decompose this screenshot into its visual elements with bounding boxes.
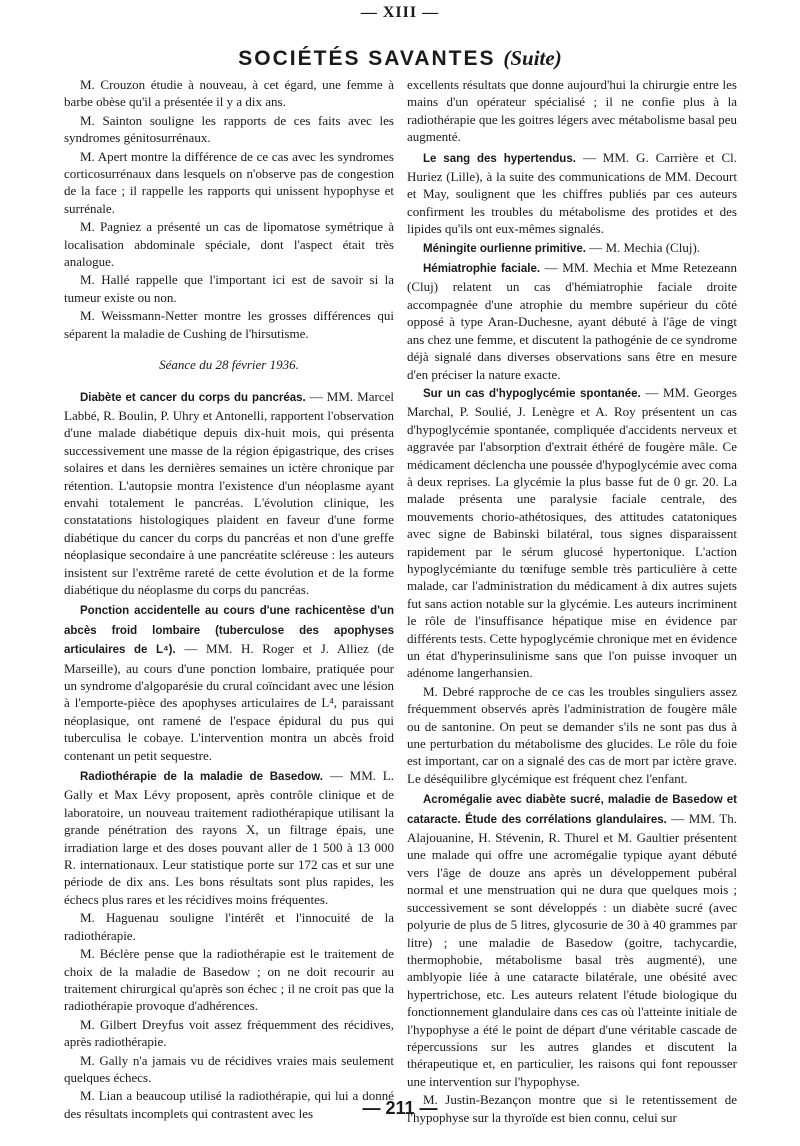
- article-heading: Acromégalie avec diabète sucré, maladie de Basedow et cataracte. Étude des corrélations glandulaires.: [407, 794, 737, 826]
- article-body: — MM. Marcel Labbé, R. Boulin, P. Uhry et Antonelli, rapportent l'observation d'une malade diabétique depuis dix-huit mois, qui présenta successivement une masse de la région épigastrique, des crises solaires et dans les dernières semaines un ictère chronique par rétention. L'autopsie montra l'existence d'un néoplasme ayant envahi totalement le pancréas. L'évolution clinique, les constatations histologiques plaident en faveur d'une forme diabétique du cancer du corps du pancréas et non d'une greffe néoplasique secondaire à une pancréatite scléreuse : les auteurs insistent sur l'extrême rareté de cette évolution et de la forme diabétique du néoplasme du corps du pancréas.: [64, 388, 394, 597]
- paragraph-halle: M. Hallé rappelle que l'important ici est de savoir si la tumeur existe ou non.: [64, 272, 394, 305]
- article-acromegalie: [407, 790, 737, 1090]
- paragraph-debre: M. Debré rapproche de ce cas les troubles singuliers assez fréquemment observés après l'administration de fougère mâle ou de santonine. On peut se demander s'ils ne sont pas dus à une perturbation du métabolisme des glucides. Le rôle du foie est important, car on a signalé des cas de mort par ictère grave. Le déséquilibre glycémique est fréquent chez l'enfant.: [407, 683, 737, 786]
- article-heading: Le sang des hypertendus.: [423, 152, 576, 165]
- section-title-text: SOCIÉTÉS SAVANTES: [238, 47, 496, 70]
- article-hypoglycemie: [407, 384, 737, 682]
- paragraph-lian: M. Lian a beaucoup utilisé la radiothérapie, qui lui a donné des résultats incomplets qui contrastent avec les: [64, 1088, 394, 1121]
- paragraph-pagniez: M. Pagniez a présenté un cas de lipomatose symétrique à localisation abdominale spéciale, dont l'aspect était très analogue.: [64, 219, 394, 270]
- article-sang-hypertendus: [407, 149, 737, 238]
- section-title-suite: (Suite): [503, 46, 562, 70]
- article-body: — M. Mechia (Cluj).: [585, 239, 701, 255]
- article-heading: Méningite ourlienne primitive.: [423, 242, 586, 255]
- article-heading: Radiothérapie de la maladie de Basedow.: [80, 771, 323, 784]
- paragraph-haguenau: M. Haguenau souligne l'intérêt et l'innocuité de la radiothérapie.: [64, 910, 394, 943]
- page-number: — 211 —: [362, 1098, 438, 1118]
- article-body: — MM. L. Gally et Max Lévy proposent, après contrôle clinique et de laboratoire, un nouveau traitement radiothérapique utilisant la grande pénétration des rayons X, un filtrage épais, une irradiation large et des doses pouvant aller de 1 500 à 13 000 R. internationaux. Leur statistique porte sur 172 cas et sur une période de dix ans. Les bons résultats sont plus rapides, les échecs plus rares et les récidives moins fréquentes.: [64, 768, 395, 907]
- paragraph-crouzon: M. Crouzon étudie à nouveau, à cet égard, une femme à barbe obèse qu'il a présentée il y a dix ans.: [64, 77, 394, 110]
- article-heading: Sur un cas d'hypoglycémie spontanée.: [423, 387, 641, 400]
- article-radiotherapie: [64, 767, 394, 908]
- article-body: — MM. G. Carrière et Cl. Huriez (Lille), à la suite des communications de MM. Decourt et May, soulignent que les chiffres publiés par ces auteurs confirment les troubles du métabolisme des protides et des lipides qu'ils ont eux-mêmes signalés.: [407, 149, 737, 237]
- paragraph-gally: M. Gally n'a jamais vu de récidives vraies mais seulement quelques échecs.: [64, 1052, 394, 1085]
- article-body: — MM. Georges Marchal, P. Soulié, J. Lenègre et A. Roy présentent un cas d'hypoglycémie spontanée, compliquée d'accidents nerveux et aggravée par l'absorption d'extrait éthéré de fougère mâle. Ce médicament déclencha une poussée d'hypoglycémie avec coma à deux reprises. La glycémie la plus basse fut de 0 gr. 20. La malade présenta une paralysie faciale centrale, des mouvements chorio-athétosiques, des attitudes catatoniques avec signe de Babinski bilatéral, tous signes disparaissent rapidement par le sérum glucosé hypertonique. L'action hypoglycémiante du tœnifuge semble très particulière à cette malade, car l'administration du médicament à dix autres sujets fut sans action notable sur la glycémie. Les auteurs incriminent le rôle de l'insuffisance hépatique mise en évidence par différents tests. Cette hypoglycémie chronique met en évidence un état d'hyperinsulinisme sans que l'on puisse invoquer un adénome langerhansien.: [407, 384, 737, 681]
- session-date: Séance du 28 février 1936.: [159, 357, 299, 373]
- left-column: [64, 76, 394, 1123]
- article-body: — MM. H. Roger et J. Alliez (de Marseille), au cours d'une ponction lombaire, pratiquée pour un syndrome d'algoparésie du crural coïncidant avec une lésion à l'emporte-pièce des apophyses articulaires de L⁴, paraissant néoplasique, ont ramené de l'espace épidural du pus qui tuberculisa le cobaye. L'intervention montra un abcès froid contenant un petit sequestre.: [64, 641, 394, 763]
- paragraph-continuation: excellents résultats que donne aujourd'hui la chirurgie entre les mains d'un opérateur spécialisé ; il ne confie plus à la radiothérapie que les goitres légers avec métabolisme basal peu augmenté.: [407, 77, 737, 145]
- article-ponction: [64, 601, 394, 764]
- article-hemiatrophie: [407, 259, 737, 383]
- roman-folio: — XIII —: [360, 4, 440, 21]
- article-heading: Diabète et cancer du corps du pancréas.: [80, 391, 306, 404]
- article-body: — MM. Mechia et Mme Retezeann (Cluj) relatent un cas d'hémiatrophie faciale droite accompagnée d'une atrophie du membre supérieur du côté opposé à type Aran-Duchesne, ayant débuté à l'âge de vingt ans chez une femme, et discutent la pathogénie de ce syndrome déjà signalé dans diverses observations sans être en mesure d'en préciser la nature exacte.: [407, 260, 737, 382]
- article-heading: Hémiatrophie faciale.: [423, 263, 541, 276]
- paragraph-dreyfus: M. Gilbert Dreyfus voit assez fréquemment des récidives, après radiothérapie.: [64, 1016, 394, 1050]
- article-heading: Ponction accidentelle au cours d'une rachicentèse d'un abcès froid lombaire (tuberculose des apophyses articulaires de L⁴).: [64, 605, 394, 657]
- article-body: — MM. Th. Alajouanine, H. Stévenin, R. Thurel et M. Gaultier présentent une malade qui offre une acromégalie typique ayant débuté vers l'âge de douze ans après un développement pubéral normal et une menstruation qui ne dura que quelques mois ; successivement se sont développés : un diabète sucré (avec polyurie de plus de 5 litres, glycosurie de 30 à 40 grammes par litre) ; une maladie de Basedow (goitre, tachycardie, thermophobie, métabolisme basal très augmenté), une amblyopie liée à une cataracte bilatérale, une obésité avec hypertrichose, etc. Les auteurs relatent l'étude biologique du fonctionnement glandulaire dans ces cas où l'atteinte initiale de l'hypophyse a été le point de départ d'une véritable cascade de répercussions sur les autres glandes et discutent la thérapeutique et, en particulier, les raisons qui font repousser une intervention sur l'hypophyse.: [407, 810, 738, 1089]
- article-diabete: [64, 388, 394, 599]
- right-column: [407, 76, 737, 1127]
- section-title: [0, 46, 800, 71]
- paragraph-beclere: M. Béclère pense que la radiothérapie est le traitement de choix de la maladie de Basedow ; on ne doit recourir au traitement chirurgical qu'après son échec ; il ne croit pas que la radiothérapie provoque d'adhérences.: [64, 946, 394, 1014]
- paragraph-justin-bezancon: M. Justin-Bezançon montre que si le retentissement de l'hypophyse sur la thyroïde est bien connu, celui sur: [407, 1092, 737, 1125]
- paragraph-weissmann: M. Weissmann-Netter montre les grosses différences qui séparent la maladie de Cushing de l'hirsutisme.: [64, 308, 394, 341]
- paragraph-sainton: M. Sainton souligne les rapports de ces faits avec les syndromes génitosurrénaux.: [64, 112, 394, 146]
- paragraph-apert: M. Apert montre la différence de ce cas avec les syndromes corticosurrénaux dans lesquels on n'observe pas de congestion de la face ; il rappelle les rapports qui unissent hypophyse et surrénale.: [64, 148, 394, 216]
- article-meningite: [407, 239, 737, 258]
